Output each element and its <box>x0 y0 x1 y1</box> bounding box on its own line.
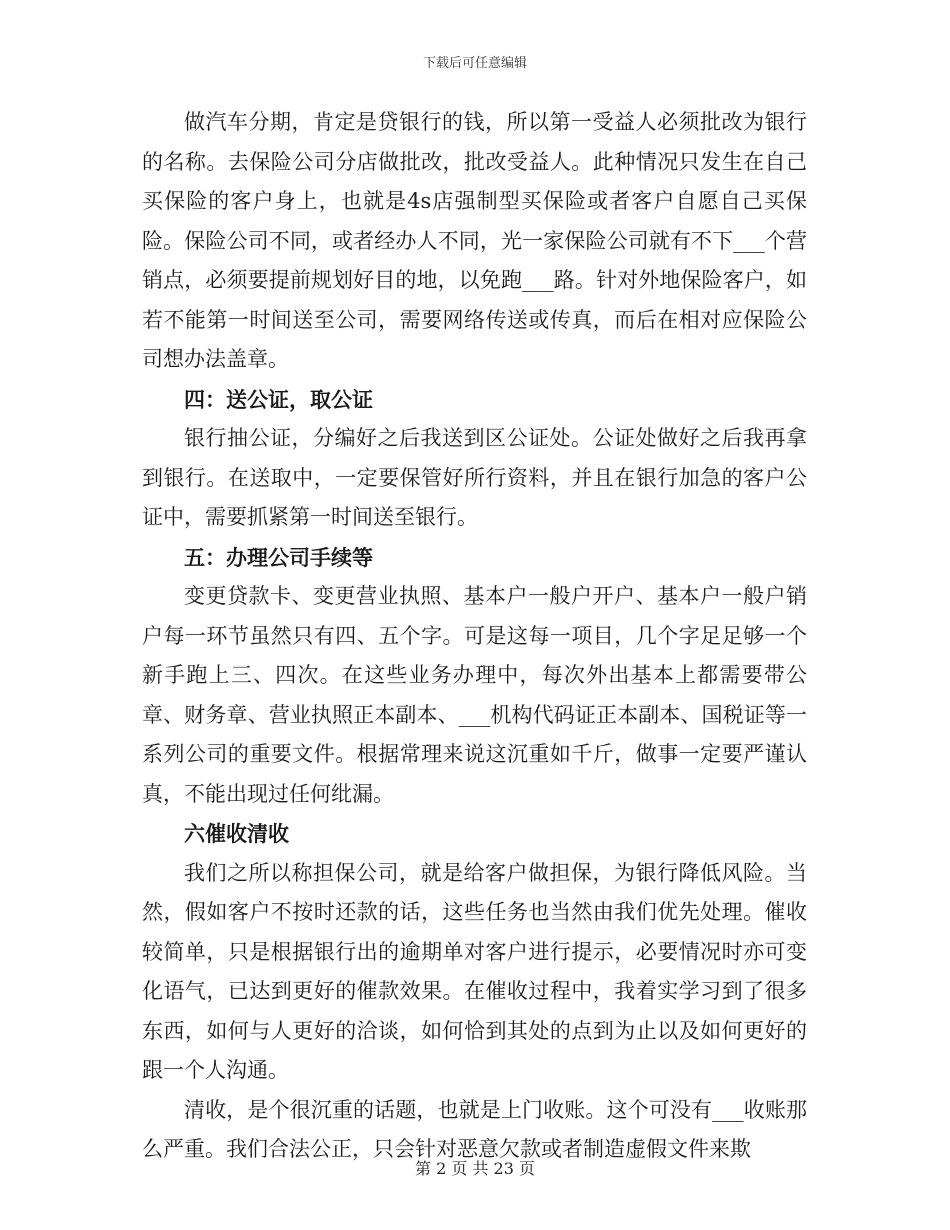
paragraph-insurance: 做汽车分期，肯定是贷银行的钱，所以第一受益人必须批改为银行的名称。去保险公司分店做批改，批改受益人。此种情况只发生在自己买保险的客户身上，也就是4s店强制型买保险或者客户自愿自己买保险。保险公司不同，或者经办人不同，光一家保险公司就有不下___个营销点，必须要提前规划好目的地，以免跑___路。针对外地保险客户，如若不能第一时间送至公司，需要网络传送或传真，而后在相对应保险公司想办法盖章。 <box>142 110 807 371</box>
paragraph-notarization: 银行抽公证，分编好之后我送到区公证处。公证处做好之后我再拿到银行。在送取中，一定要保管好所行资料，并且在银行加急的客户公证中，需要抓紧第一时间送至银行。 <box>142 426 807 529</box>
paragraph-company-procedures: 变更贷款卡、变更营业执照、基本户一般户开户、基本户一般户销户每一环节虽然只有四、五个字。可是这每一项目，几个字足足够一个新手跑上三、四次。在这些业务办理中，每次外出基本上都需要带公章、财务章、营业执照正本副本、___机构代码证正本副本、国税证等一系列公司的重要文件。根据常理来说这沉重如千斤，做事一定要严谨认真，不能出现过任何纰漏。 <box>142 584 807 806</box>
section-heading-collection: 六催收清收 <box>184 821 289 846</box>
document-body <box>142 103 807 1170</box>
paragraph-debt-recovery: 清收，是个很沉重的话题，也就是上门收账。这个可没有___收账那么严重。我们合法公正，只会针对恶意欠款或者制造虚假文件来欺 <box>142 1097 807 1161</box>
section-heading-notarization: 四：送公证，取公证 <box>184 386 373 412</box>
page-header: 下载后可任意编辑 <box>422 56 527 71</box>
paragraph-collection: 我们之所以称担保公司，就是给客户做担保，为银行降低风险。当然，假如客户不按时还款的话，这些任务也当然由我们优先处理。催收较简单，只是根据银行出的逾期单对客户进行提示，必要情况时亦可变化语气，已达到更好的催款效果。在催收过程中，我着实学习到了很多东西，如何与人更好的洽谈，如何恰到其处的点到为止以及如何更好的跟一个人沟通。 <box>142 860 807 1082</box>
section-heading-company-procedures: 五：办理公司手续等 <box>184 544 373 570</box>
page-footer: 第 2 页 共 23 页 <box>415 1159 535 1178</box>
